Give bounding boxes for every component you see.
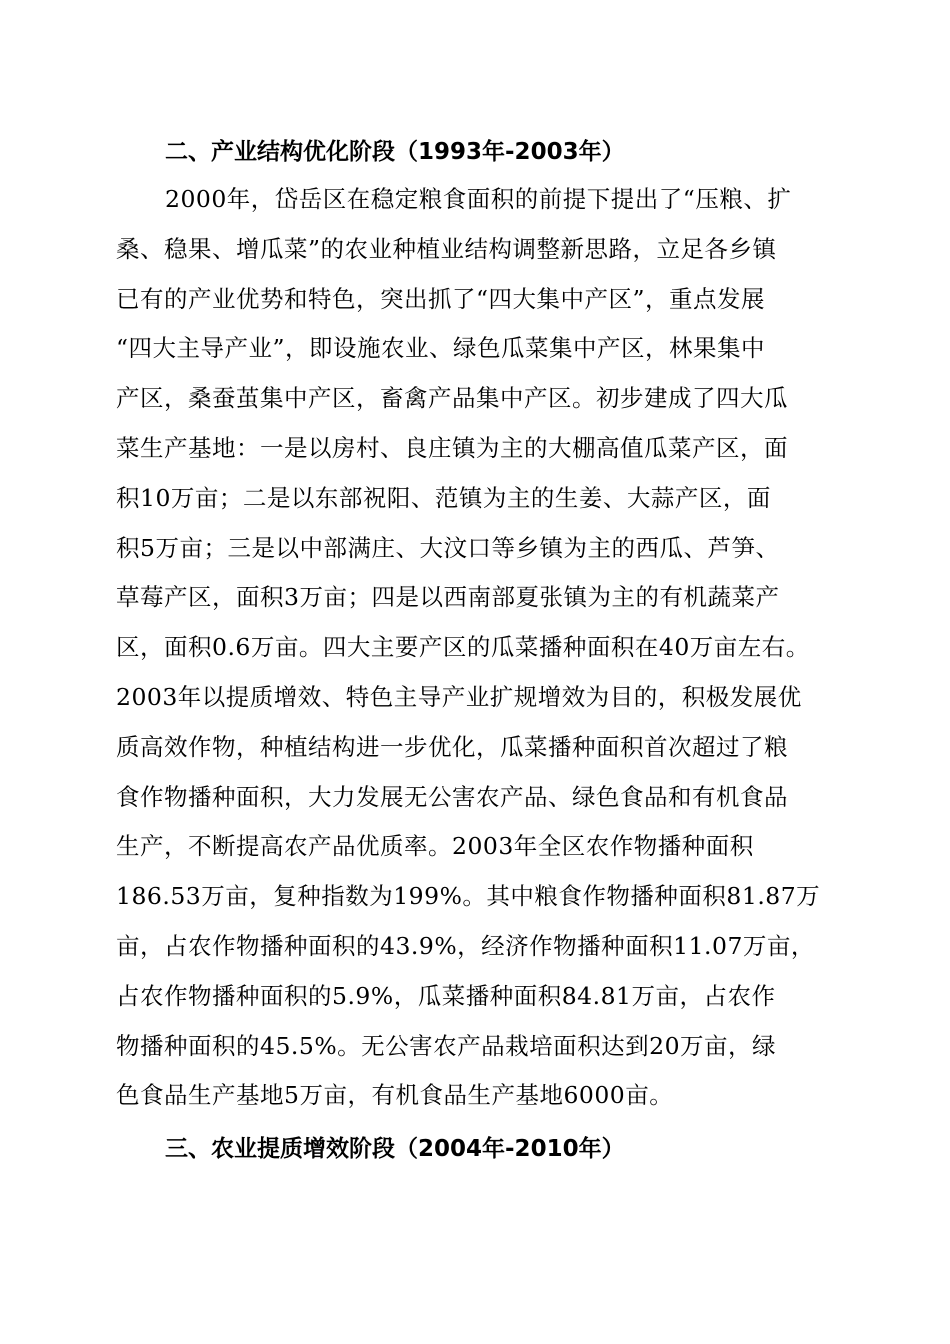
paragraph-line: 产区，桑蚕茧集中产区，畜禽产品集中产区。初步建成了四大瓜 — [116, 384, 788, 413]
paragraph-line: 桑、稳果、增瓜菜”的农业种植业结构调整新思路，立足各乡镇 — [116, 234, 777, 263]
paragraph-line: 积5万亩；三是以中部满庄、大汶口等乡镇为主的西瓜、芦笋、 — [116, 533, 780, 562]
paragraph-line: 2000年，岱岳区在稳定粮食面积的前提下提出了“压粮、扩 — [165, 185, 792, 213]
paragraph-line: “四大主导产业”，即设施农业、绿色瓜菜集中产区，林果集中 — [116, 334, 766, 363]
paragraph-line: 质高效作物，种植结构进一步优化，瓜菜播种面积首次超过了粮 — [116, 732, 788, 761]
paragraph-line: 亩，占农作物播种面积的43.9%，经济作物播种面积11.07万亩， — [116, 931, 815, 960]
section-heading: 二、产业结构优化阶段（1993年-2003年） — [165, 139, 625, 165]
paragraph-line: 2003年以提质增效、特色主导产业扩规增效为目的，积极发展优 — [116, 682, 802, 711]
paragraph-line: 草莓产区，面积3万亩；四是以西南部夏张镇为主的有机蔬菜产 — [116, 583, 780, 612]
paragraph-line: 积10万亩；二是以东部祝阳、范镇为主的生姜、大蒜产区，面 — [116, 483, 771, 512]
paragraph-line: 占农作物播种面积的5.9%，瓜菜播种面积84.81万亩，占农作 — [116, 981, 776, 1010]
paragraph-line: 已有的产业优势和特色，突出抓了“四大集中产区”，重点发展 — [116, 284, 766, 313]
section-heading: 三、农业提质增效阶段（2004年-2010年） — [165, 1136, 625, 1162]
paragraph-line: 186.53万亩，复种指数为199%。其中粮食作物播种面积81.87万 — [116, 882, 821, 911]
paragraph-line: 生产，不断提高农产品优质率。2003年全区农作物播种面积 — [116, 832, 754, 861]
body-paragraph — [116, 184, 916, 1130]
paragraph-line: 物播种面积的45.5%。无公害农产品栽培面积达到20万亩，绿 — [116, 1031, 777, 1060]
paragraph-line: 区，面积0.6万亩。四大主要产区的瓜菜播种面积在40万亩左右。 — [116, 633, 810, 662]
paragraph-line: 食作物播种面积，大力发展无公害农产品、绿色食品和有机食品 — [116, 782, 788, 811]
paragraph-line: 菜生产基地：一是以房村、良庄镇为主的大棚高值瓜菜产区，面 — [116, 433, 788, 462]
paragraph-line: 色食品生产基地5万亩，有机食品生产基地6000亩。 — [116, 1081, 674, 1110]
